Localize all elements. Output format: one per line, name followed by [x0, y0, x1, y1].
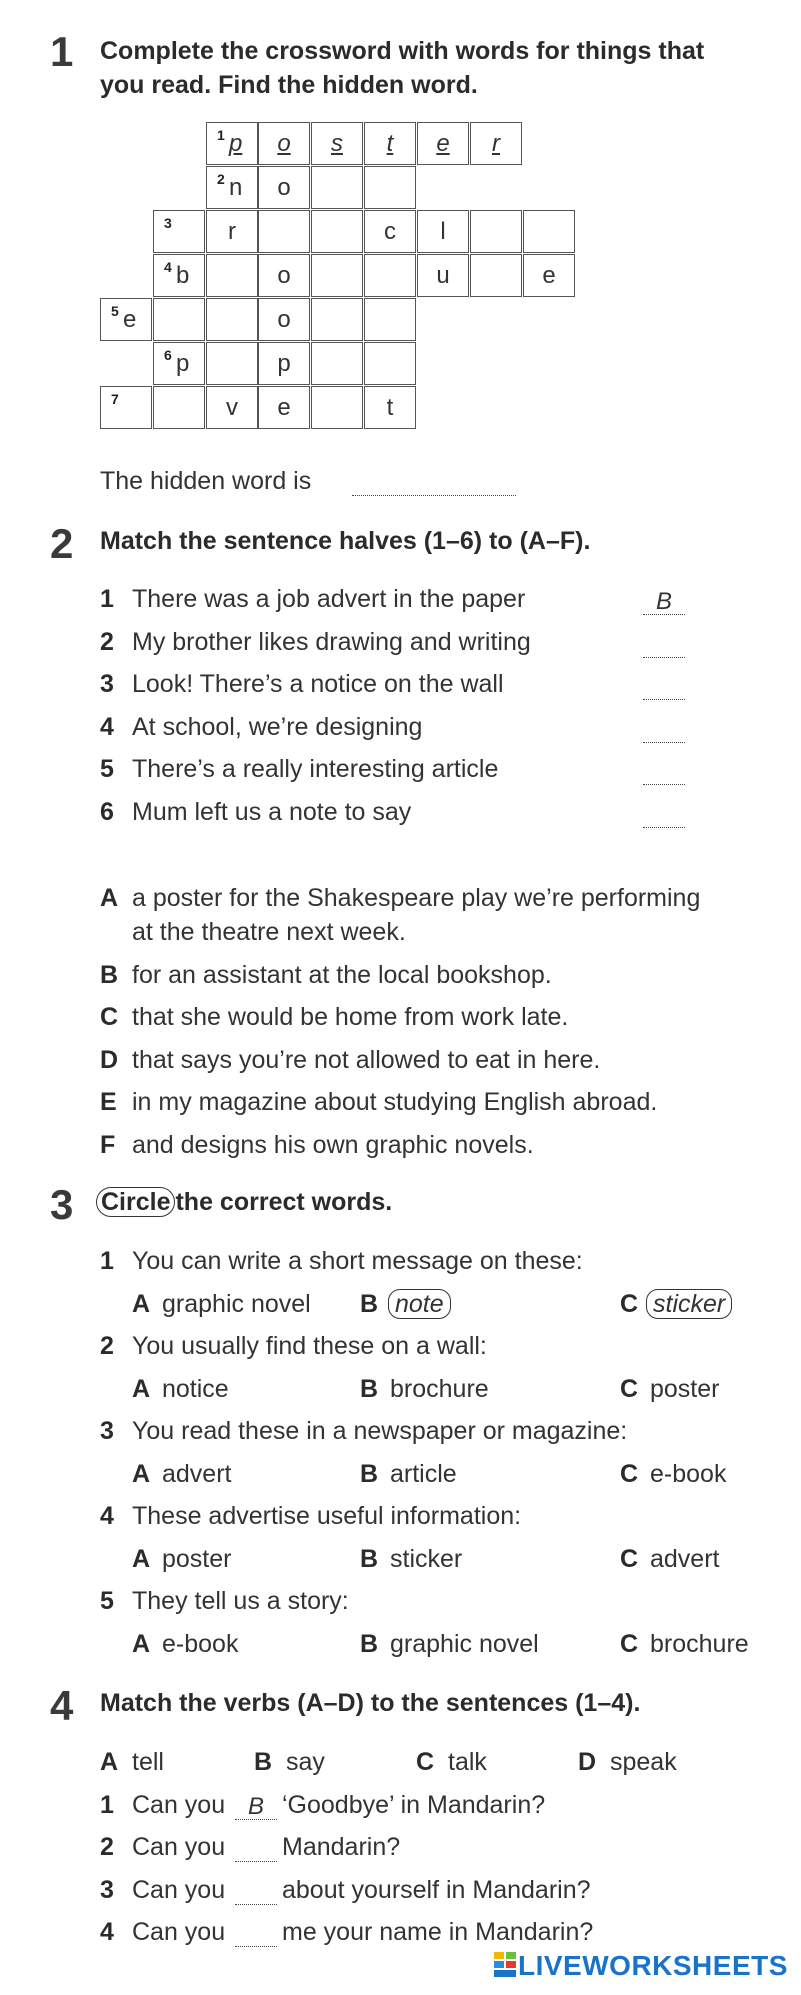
crossword-cell[interactable]: r — [206, 210, 258, 253]
crossword-cell[interactable]: e — [258, 386, 310, 429]
sentence-row: 4 Can you — [100, 1918, 226, 1946]
choice-a[interactable]: A graphic novel — [132, 1290, 311, 1318]
crossword-cell[interactable]: 7 — [100, 386, 152, 429]
sentence-rest: about yourself in Mandarin? — [282, 1876, 591, 1904]
list-item: 1 There was a job advert in the paper — [100, 585, 526, 613]
crossword-cell[interactable] — [364, 166, 416, 209]
crossword-cell[interactable] — [364, 342, 416, 385]
choice-b[interactable]: B sticker — [360, 1545, 463, 1573]
list-item: 2 My brother likes drawing and writing — [100, 628, 531, 656]
exercise-1-heading-line1: Complete the crossword with words for things that — [100, 37, 705, 65]
sentence-rest: me your name in Mandarin? — [282, 1918, 594, 1946]
crossword-cell[interactable]: u — [417, 254, 469, 297]
exercise-4-number: 4 — [50, 1682, 74, 1729]
hidden-word-blank[interactable] — [352, 494, 516, 496]
answer-blank[interactable]: B — [235, 1793, 277, 1820]
crossword-cell[interactable] — [311, 298, 363, 341]
crossword-cell[interactable]: o — [258, 298, 310, 341]
choice-b[interactable]: B article — [360, 1460, 457, 1488]
choice-a[interactable]: A poster — [132, 1545, 232, 1573]
option-item: B for an assistant at the local bookshop. — [100, 961, 552, 989]
answer-blank[interactable] — [235, 1878, 277, 1905]
crossword-grid — [0, 0, 801, 440]
crossword-cell[interactable]: p — [258, 342, 310, 385]
crossword-cell[interactable]: v — [206, 386, 258, 429]
list-item: 4 At school, we’re designing — [100, 713, 423, 741]
crossword-cell[interactable]: e — [523, 254, 575, 297]
choice-c[interactable]: C e-book — [620, 1460, 727, 1488]
sentence-rest: Mandarin? — [282, 1833, 401, 1861]
crossword-cell[interactable] — [153, 298, 205, 341]
crossword-cell[interactable]: t — [364, 122, 416, 165]
verb-option: D speak — [578, 1748, 677, 1776]
crossword-cell[interactable]: l — [417, 210, 469, 253]
crossword-cell[interactable]: s — [311, 122, 363, 165]
crossword-cell[interactable] — [206, 254, 258, 297]
exercise-1-heading-line2: you read. Find the hidden word. — [100, 71, 478, 99]
circle-word: Circle — [96, 1187, 175, 1217]
hidden-word-label: The hidden word is — [100, 467, 312, 495]
crossword-cell[interactable]: r — [470, 122, 522, 165]
crossword-cell[interactable] — [258, 210, 310, 253]
exercise-3-heading: Circle the correct words. — [96, 1185, 392, 1219]
liveworksheets-logo-icon — [494, 1952, 516, 1978]
crossword-cell[interactable]: e — [417, 122, 469, 165]
question: 5 They tell us a story: — [100, 1587, 349, 1615]
list-item: 3 Look! There’s a notice on the wall — [100, 670, 504, 698]
answer-blank[interactable] — [235, 1920, 277, 1947]
choice-a[interactable]: A notice — [132, 1375, 229, 1403]
crossword-cell[interactable] — [364, 298, 416, 341]
crossword-cell[interactable]: o — [258, 122, 310, 165]
choice-a[interactable]: A e-book — [132, 1630, 239, 1658]
answer-blank[interactable] — [235, 1835, 277, 1862]
crossword-cell[interactable] — [153, 386, 205, 429]
crossword-cell[interactable] — [311, 386, 363, 429]
crossword-cell[interactable]: t — [364, 386, 416, 429]
crossword-cell[interactable] — [311, 254, 363, 297]
question: 4 These advertise useful information: — [100, 1502, 522, 1530]
exercise-4-heading: Match the verbs (A–D) to the sentences (1–4). — [100, 1689, 641, 1717]
liveworksheets-logo[interactable] — [494, 1950, 788, 1982]
exercise-2-number: 2 — [50, 520, 74, 567]
crossword-cell[interactable] — [206, 298, 258, 341]
verb-option: C talk — [416, 1748, 487, 1776]
sentence-row: 1 Can you — [100, 1791, 226, 1819]
option-item: E in my magazine about studying English abroad. — [100, 1088, 658, 1116]
crossword-cell[interactable] — [311, 210, 363, 253]
crossword-cell[interactable]: 6 p — [153, 342, 205, 385]
choice-b[interactable]: B graphic novel — [360, 1630, 539, 1658]
option-item: D that says you’re not allowed to eat in here. — [100, 1046, 601, 1074]
crossword-cell[interactable] — [364, 254, 416, 297]
verb-option: B say — [254, 1748, 325, 1776]
answer-blank[interactable] — [643, 631, 685, 658]
answer-blank[interactable] — [643, 801, 685, 828]
crossword-cell[interactable] — [311, 342, 363, 385]
option-item: F and designs his own graphic novels. — [100, 1131, 534, 1159]
sentence-row: 2 Can you — [100, 1833, 226, 1861]
choice-c[interactable]: C sticker — [620, 1290, 732, 1319]
choice-c[interactable]: C poster — [620, 1375, 720, 1403]
crossword-cell[interactable] — [470, 210, 522, 253]
crossword-cell[interactable]: o — [258, 254, 310, 297]
choice-c[interactable]: C brochure — [620, 1630, 749, 1658]
crossword-cell[interactable] — [206, 342, 258, 385]
option-item: A a poster for the Shakespeare play we’re performing — [100, 884, 701, 912]
crossword-cell[interactable] — [311, 166, 363, 209]
sentence-row: 3 Can you — [100, 1876, 226, 1904]
question: 1 You can write a short message on these: — [100, 1247, 583, 1275]
choice-b[interactable]: B brochure — [360, 1375, 489, 1403]
list-item: 6 Mum left us a note to say — [100, 798, 412, 826]
choice-b[interactable]: B note — [360, 1290, 451, 1319]
crossword-cell[interactable]: c — [364, 210, 416, 253]
option-item: C that she would be home from work late. — [100, 1003, 569, 1031]
choice-c[interactable]: C advert — [620, 1545, 720, 1573]
question: 2 You usually find these on a wall: — [100, 1332, 487, 1360]
answer-blank[interactable] — [643, 673, 685, 700]
crossword-cell[interactable]: 2 n — [206, 166, 258, 209]
answer-blank[interactable] — [643, 758, 685, 785]
crossword-cell[interactable]: 3 — [153, 210, 205, 253]
choice-a[interactable]: A advert — [132, 1460, 232, 1488]
crossword-cell[interactable]: o — [258, 166, 310, 209]
exercise-2-heading: Match the sentence halves (1–6) to (A–F). — [100, 527, 591, 555]
sentence-rest: ‘Goodbye’ in Mandarin? — [282, 1791, 546, 1819]
answer-blank[interactable] — [643, 716, 685, 743]
crossword-cell[interactable] — [523, 210, 575, 253]
crossword-cell[interactable]: 4 b — [153, 254, 205, 297]
crossword-cell[interactable] — [470, 254, 522, 297]
question: 3 You read these in a newspaper or magazine: — [100, 1417, 628, 1445]
exercise-1-number: 1 — [50, 28, 74, 75]
list-item: 5 There’s a really interesting article — [100, 755, 499, 783]
crossword-cell[interactable]: 5 e — [100, 298, 152, 341]
verb-option: A tell — [100, 1748, 164, 1776]
liveworksheets-logo-text: LIVEWORKSHEETS — [518, 1950, 788, 1981]
exercise-3-number: 3 — [50, 1181, 74, 1228]
crossword-cell[interactable]: 1 p — [206, 122, 258, 165]
answer-blank[interactable]: B — [643, 588, 685, 615]
option-item-continued: at the theatre next week. — [132, 918, 406, 946]
